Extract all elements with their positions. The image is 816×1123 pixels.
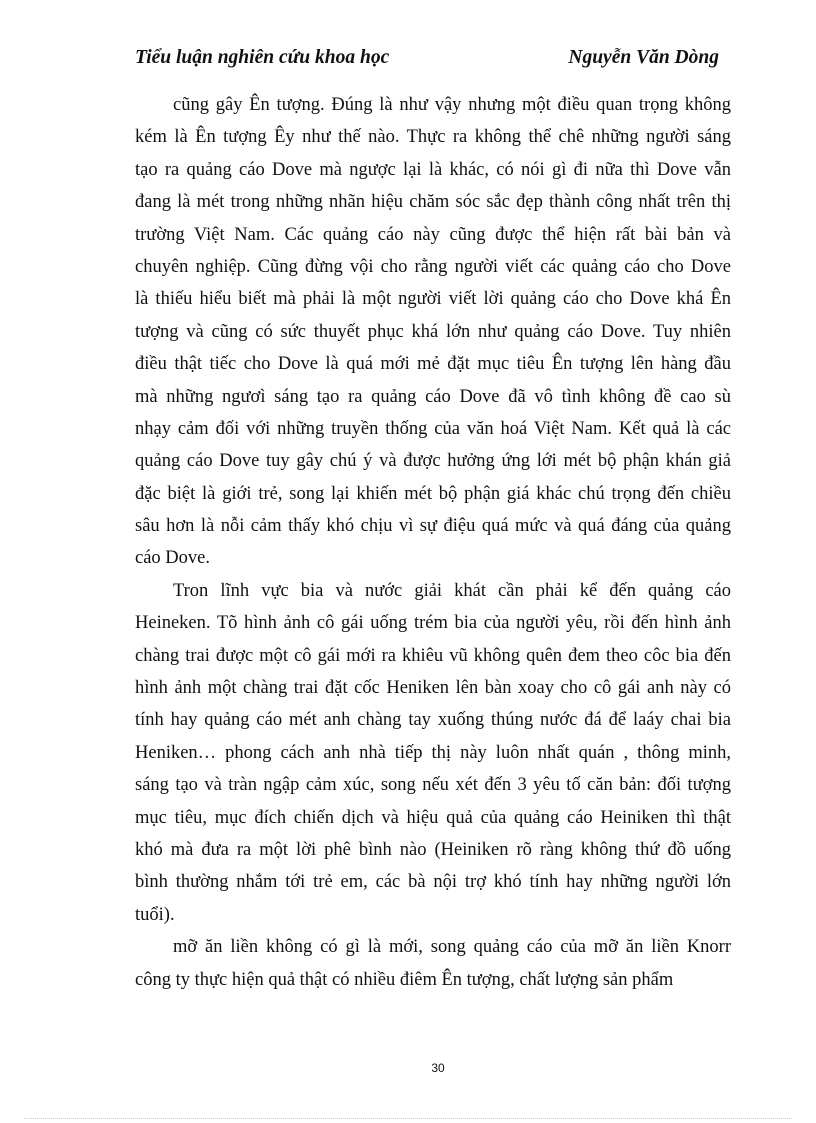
text-line: Heineken. Tõ hình ảnh cô gái uống trém bia của người yêu, rồi đến hình ảnh — [135, 613, 731, 634]
text-line: Tron lĩnh vực bia và nước giải khát cần phải kể đến quảng cáo — [173, 580, 731, 601]
text-line: cáo Dove. — [135, 548, 210, 569]
text-line: khó mà đưa ra một lời phê bình nào (Heiniken rõ ràng không thứ đồ uống — [135, 839, 731, 860]
text-line: hình ảnh một chàng trai đặt cốc Heniken lên bàn xoay cho cô gái anh này có — [135, 678, 731, 699]
page-number: 30 — [431, 1061, 445, 1075]
text-line: tính hay quảng cáo mét anh chàng tay xuống thúng nước đá để laáy chai bia — [135, 710, 731, 731]
text-line: chuyên nghiệp. Cũng đừng vội cho rằng người viết các quảng cáo cho Dove — [135, 256, 731, 277]
running-header — [135, 47, 719, 77]
text-line: mỡ ăn liền không có gì là mới, song quảng cáo của mỡ ăn liền Knorr — [173, 937, 731, 958]
text-line: Heniken… phong cách anh nhà tiếp thị này luôn nhất quán , thông minh, — [135, 742, 731, 763]
header-author: Nguyễn Văn Dòng — [568, 47, 719, 68]
text-line: chàng trai được một cô gái mới ra khiêu vũ không quên đem theo côc bia đến — [135, 645, 731, 666]
text-line: kém là Ên tượng Êy như thế nào. Thực ra không thể chê những người sáng — [135, 127, 731, 148]
text-line: tạo ra quảng cáo Dove mà ngược lại là khác, có nói gì đi nữa thì Dove vẫn — [135, 159, 731, 180]
text-line: bình thường nhắm tới trẻ em, các bà nội trợ khó tính hay những người lớn — [135, 872, 731, 893]
text-line: đang là mét trong những nhãn hiệu chăm sóc sắc đẹp thành công nhất trên thị — [135, 192, 731, 213]
header-title: Tiểu luận nghiên cứu khoa học — [135, 47, 390, 68]
text-line: điều thật tiếc cho Dove là quá mới mẻ đặt mục tiêu Ên tượng lên hàng đầu — [135, 354, 731, 375]
text-line: nhạy cảm đối với những truyền thống của văn hoá Việt Nam. Kết quả là các — [135, 418, 731, 439]
text-line: mục tiêu, mục đích chiến dịch và hiệu quả của quảng cáo Heiniken thì thật — [135, 807, 731, 828]
text-line: tượng và cũng có sức thuyết phục khá lớn như quảng cáo Dove. Tuy nhiên — [135, 321, 731, 342]
text-line: đặc biệt là giới trẻ, song lại khiến mét bộ phận giá khác chú trọng đến chiều — [135, 483, 731, 504]
text-line: là thiếu hiểu biết mà phải là một người viết lời quảng cáo cho Dove khá Ên — [135, 289, 731, 310]
text-line: mà những ngươì sáng tạo ra quảng cáo Dove đã vô tình không đề cao sù — [135, 386, 731, 407]
text-line: sâu hơn là nỗi cảm thấy khó chịu vì sự điệu quá mức và quá đáng của quảng — [135, 516, 731, 537]
text-line: sáng tạo và tràn ngập cảm xúc, song nếu xét đến 3 yêu tố căn bản: đối tượng — [135, 775, 731, 796]
text-line: quảng cáo Dove tuy gây chú ý và được hưởng ứng lới mét bộ phận khán giả — [135, 451, 731, 472]
text-line: công ty thực hiện quả thật có nhiều điêm Ên tượng, chất lượng sản phẩm — [135, 969, 674, 990]
body-text — [135, 89, 731, 996]
text-line: cũng gây Ên tượng. Đúng là như vậy nhưng một điều quan trọng không — [173, 95, 731, 115]
text-line: tuổi). — [135, 904, 175, 925]
text-line: trường Việt Nam. Các quảng cáo này cũng được thể hiện rất bài bản và — [135, 224, 731, 245]
page-bottom-divider — [24, 1118, 792, 1119]
